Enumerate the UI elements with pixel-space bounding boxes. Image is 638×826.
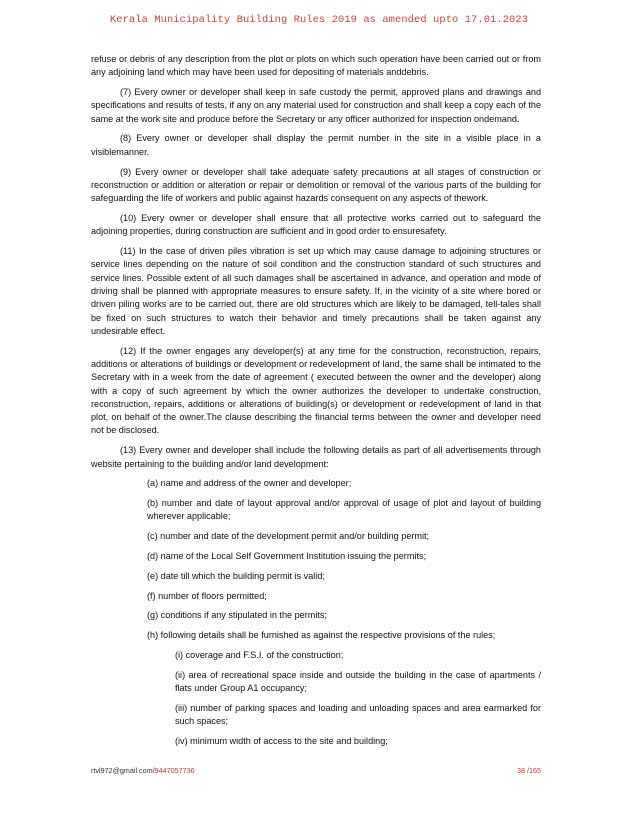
footer-email: rtvl972@gmail.com/ (91, 766, 155, 775)
list-item: (b) number and date of layout approval and/or approval of usage of plot and layout of building wherever applicable; (147, 498, 541, 522)
paragraph: (13) Every owner and developer shall include the following details as part of all advertisements through website pertaining to the building and/or land development: (91, 445, 541, 469)
list-item: (h) following details shall be furnished as against the respective provisions of the rules; (147, 630, 496, 641)
page-footer (91, 766, 541, 775)
paragraph: refuse or debris of any description from the plot or plots on which such operation have been carried out or from any adjoining land which may have been used for depositing of materials anddebris. (91, 54, 541, 78)
list-item: (c) number and date of the development permit and/or building permit; (147, 531, 430, 542)
paragraph: (7) Every owner or developer shall keep in safe custody the permit, approved plans and drawings and specifications and results of tests, if any on any material used for construction and shall keep a copy each of the same at the work site and produce before the Secretary or any officer authorized for inspection ondemand. (91, 87, 541, 124)
paragraph: (9) Every owner or developer shall take adequate safety precautions at all stages of construction or reconstruction or addition or alteration or repair or demolition or removal of the various parts of the building for safeguarding the life of workers and public against hazards consequent on any aspects of thework. (91, 166, 541, 204)
page-number: 38 /165 (517, 766, 541, 775)
sub-list-item: (i) coverage and F.S.I. of the construction; (175, 649, 344, 660)
sub-list-item: (iii) number of parking spaces and loading and unloading spaces and area earmarked for such spaces; (175, 702, 541, 727)
paragraph: (12) If the owner engages any developer(s) at any time for the construction, reconstruction, repairs, additions or alterations of buildings or development or redevelopment of land, the same shall be intimated to the Secretary with in a week from the date of agreement ( executed between the owner and the developer) along with a copy of such agreement by which the owner authorizes the developer to undertake construction, reconstruction, repairs, additions or alterations of building(s) or development or redevelopment of land in that plot, on behalf of the owner.The clause describing the financial terms between the owner and developer need not be disclosed. (91, 345, 541, 436)
list-item: (d) name of the Local Self Government Institution issuing the permits; (147, 551, 427, 561)
paragraph: (8) Every owner or developer shall display the permit number in the site in a visible place in a visiblemanner. (91, 133, 541, 157)
document-body (91, 53, 541, 755)
list-item: (f) number of floors permitted; (147, 590, 267, 601)
list-item: (g) conditions if any stipulated in the permits; (147, 610, 327, 621)
paragraph: (10) Every owner or developer shall ensure that all protective works carried out to safeguard the adjoining properties, during construction are sufficient and in good order to ensuresafety. (91, 212, 541, 237)
sub-list-item: (iv) minimum width of access to the site and building; (175, 735, 388, 746)
sub-list-item: (ii) area of recreational space inside and outside the building in the case of apartments / flats under Group A1 occupancy; (175, 669, 541, 694)
running-header: Kerala Municipality Building Rules 2019 as amended upto 17.01.2023 (109, 14, 529, 26)
paragraph: (11) In the case of driven piles vibration is set up which may cause damage to adjoining structures or service lines depending on the nature of soil condition and the construction standard of such structures and service lines. Possible extent of all such damages shall be ascertained in advance, and operation and mode of driving shall be planned with appropriate measures to ensure safety. If, in the vicinity of a site where bored or driven piling works are to be carried out, there are old structures which are likely to be damaged, tell-tales shall be fixed on such structures to watch their behavior and timely precautions shall be taken against any undesirable effect. (91, 246, 541, 336)
list-item: (e) date till which the building permit is valid; (147, 570, 325, 581)
footer-phone: 9447057736 (154, 766, 195, 775)
list-item: (a) name and address of the owner and developer; (147, 478, 352, 489)
